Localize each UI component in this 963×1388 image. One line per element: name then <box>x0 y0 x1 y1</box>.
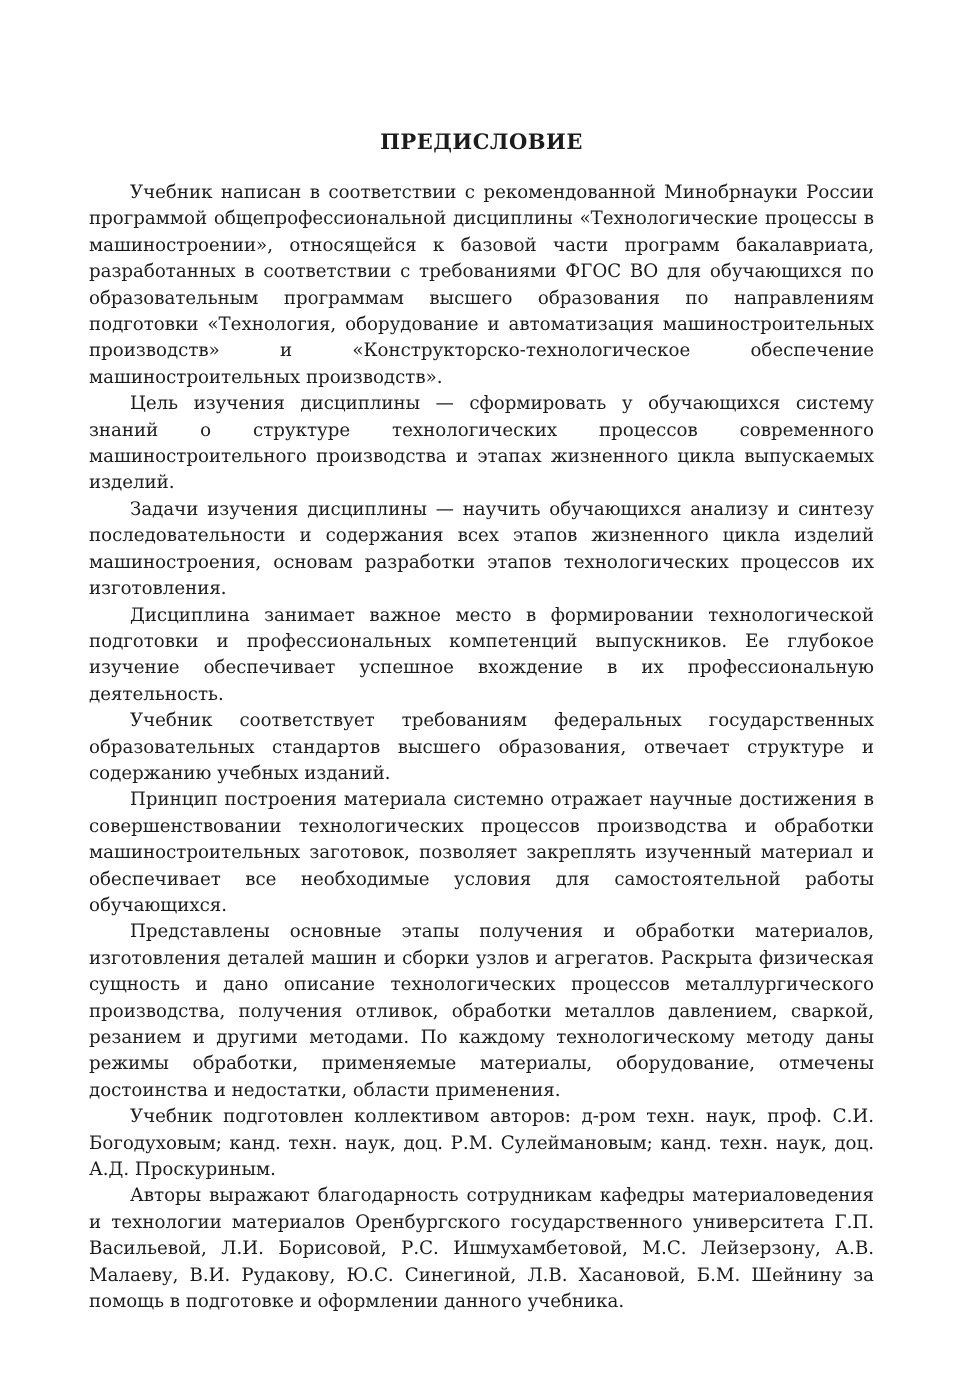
paragraph: Цель изучения дисциплины — сформировать у обучающихся систему знаний о структуре технологических процессов современного машиностроительного производства и этапах жизненного цикла выпускаемых изделий. <box>89 393 874 494</box>
paragraph: Авторы выражают благодарность сотрудникам кафедры материаловедения и технологии материалов Оренбургского государственного университета Г.П. Васильевой, Л.И. Борисовой, Р.С. Ишмухамбетовой, М.С. Лейзерзону, А.В. Малаеву, В.И. Рудакову, Ю.С. Синегиной, Л.В. Хасановой, Б.М. Шейнину за помощь в подготовке и оформлении данного учебника. <box>89 1185 874 1313</box>
paragraph: Задачи изучения дисциплины — научить обучающихся анализу и синтезу последовательности и содержания всех этапов жизненного цикла изделий машиностроения, основам разработки этапов технологических процессов их изготовления. <box>89 498 874 600</box>
page-title: ПРЕДИСЛОВИЕ <box>380 129 583 154</box>
paragraph: Учебник подготовлен коллективом авторов: д-ром техн. наук, проф. С.И. Богодуховым; канд. техн. наук, доц. Р.М. Сулеймановым; канд. техн. наук, доц. А.Д. Проскуриным. <box>89 1106 874 1181</box>
paragraph: Принцип построения материала системно отражает научные достижения в совершенствовании технологических процессов производства и обработки машиностроительных заготовок, позволяет закреплять изученный материал и обеспечивает все необходимые условия для самостоятельной работы обучающихся. <box>89 789 874 916</box>
paragraph: Дисциплина занимает важное место в формировании технологической подготовки и профессиональных компетенций выпускников. Ее глубокое изучение обеспечивает успешное вхождение в их профессиональную деятельность. <box>89 604 874 705</box>
paragraph: Представлены основные этапы получения и обработки материалов, изготовления деталей машин и сборки узлов и агрегатов. Раскрыта физическая сущность и дано описание технологических процессов металлургического производства, получения отливок, обработки металлов давлением, сваркой, резанием и другими методами. По каждому технологическому методу даны режимы обработки, применяемые материалы, оборудование, отмечены достоинства и недостатки, области применения. <box>89 921 874 1101</box>
paragraph: Учебник написан в соответствии с рекомендованной Минобрнауки России программой общепрофессиональной дисциплины «Технологические процессы в машиностроении», относящейся к базовой части программ бакалавриата, разработанных в соответствии с требованиями ФГОС ВО для обучающихся по образовательным программам высшего образования по направлениям подготовки «Технология, оборудование и автоматизация машиностроительных производств» и «Конструкторско-технологическое обеспечение машиностроительных производств». <box>89 182 874 388</box>
paragraph: Учебник соответствует требованиям федеральных государственных образовательных стандартов высшего образования, отвечает структуре и содержанию учебных изданий. <box>89 710 874 784</box>
